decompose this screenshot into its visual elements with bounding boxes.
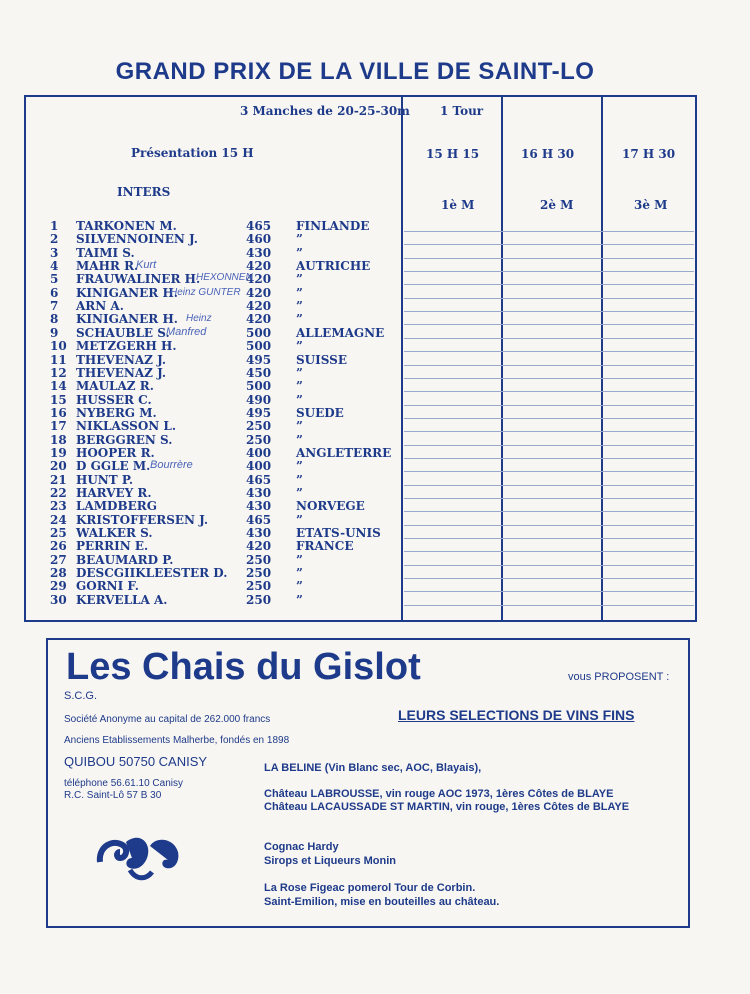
wine-line: Château LACAUSSADE ST MARTIN, vin rouge, 1ères Côtes de BLAYE — [264, 801, 630, 813]
rider-country: ” — [296, 312, 303, 327]
time-3: 17 H 30 — [622, 147, 676, 161]
rider-country: ” — [296, 486, 303, 500]
result-row-line — [404, 551, 694, 552]
rider-number: 16 — [50, 405, 67, 420]
subtitle: 3 Manches de 20-25-30m — [240, 104, 410, 118]
rider-name: HOOPER R. — [76, 445, 155, 460]
rider-number: 17 — [50, 419, 67, 434]
rider-name: BEAUMARD P. — [76, 552, 174, 567]
column-divider-3 — [601, 95, 603, 622]
rider-country: NORVEGE — [296, 499, 365, 514]
rider-cc: 495 — [246, 405, 272, 420]
rider-number: 5 — [50, 272, 59, 287]
rider-cc: 250 — [246, 552, 272, 567]
brand-name: Les Chais du Gislot — [66, 646, 421, 688]
rider-name: THEVENAZ J. — [76, 365, 167, 380]
anciens-text: Anciens Etablissements Malherbe, fondés en 1898 — [64, 735, 290, 746]
rider-country: ” — [296, 459, 303, 474]
rider-name: TARKONEN M. — [76, 219, 177, 233]
rider-number: 14 — [50, 379, 67, 394]
handwritten-note: Bourrère — [150, 459, 193, 471]
rider-number: 3 — [50, 245, 59, 260]
rider-name: PERRIN E. — [76, 539, 149, 554]
result-row-line — [404, 298, 694, 299]
rider-country: ” — [296, 339, 303, 354]
manche-3: 3è M — [634, 198, 668, 212]
result-row-line — [404, 418, 694, 419]
rider-cc: 465 — [246, 219, 272, 233]
rider-country: ” — [296, 272, 303, 287]
column-divider-1 — [401, 95, 403, 622]
result-row-line — [404, 258, 694, 259]
rider-number: 2 — [50, 232, 59, 247]
rider-number: 30 — [50, 592, 67, 607]
handwritten-note: Kurt — [136, 259, 157, 271]
result-row-line — [404, 538, 694, 539]
wine-line: La Rose Figeac pomerol Tour de Corbin. — [264, 882, 476, 894]
result-row-line — [404, 511, 694, 512]
rider-number: 15 — [50, 392, 67, 407]
rider-name: KINIGANER H. — [76, 285, 178, 300]
proposent-text: vous PROPOSENT : — [568, 671, 670, 683]
rider-country: ” — [296, 299, 303, 314]
rider-number: 21 — [50, 472, 67, 487]
rider-number: 20 — [50, 459, 67, 474]
rider-country: AUTRICHE — [296, 259, 371, 274]
result-row-line — [404, 311, 694, 312]
rider-cc: 420 — [246, 285, 272, 300]
rider-number: 10 — [50, 339, 67, 354]
wine-line: Cognac Hardy — [264, 841, 339, 853]
rider-number: 12 — [50, 365, 67, 380]
wine-line: LA BELINE (Vin Blanc sec, AOC, Blayais), — [264, 762, 482, 774]
rider-number: 29 — [50, 579, 67, 594]
rider-name: SILVENNOINEN J. — [76, 232, 198, 247]
rider-cc: 430 — [246, 499, 272, 514]
rider-country: FINLANDE — [296, 219, 370, 233]
result-row-line — [404, 591, 694, 592]
result-row-line — [404, 324, 694, 325]
rider-name: HUSSER C. — [76, 392, 152, 407]
rider-name: KRISTOFFERSEN J. — [76, 512, 209, 527]
rider-name: HARVEY R. — [76, 486, 152, 500]
tour-label: 1 Tour — [440, 104, 484, 118]
rider-cc: 460 — [246, 232, 272, 247]
rider-name: METZGERH H. — [76, 339, 177, 354]
rc-text: R.C. Saint-Lô 57 B 30 — [64, 790, 162, 801]
time-1: 15 H 15 — [426, 147, 480, 161]
result-row-line — [404, 405, 694, 406]
rider-number: 22 — [50, 486, 67, 500]
category-label: INTERS — [117, 185, 171, 199]
rider-cc: 420 — [246, 312, 272, 327]
rider-number: 8 — [50, 312, 59, 327]
scg-text: S.C.G. — [64, 690, 98, 702]
result-row-line — [404, 271, 694, 272]
rider-number: 1 — [50, 219, 59, 233]
column-divider-2 — [501, 95, 503, 622]
rider-name: MAULAZ R. — [76, 379, 154, 394]
rider-cc: 420 — [246, 272, 272, 287]
rider-name: DESCGIIKLEESTER D. — [76, 566, 228, 581]
rider-name: NYBERG M. — [76, 405, 157, 420]
rider-cc: 400 — [246, 445, 272, 460]
result-row-line — [404, 378, 694, 379]
rider-number: 28 — [50, 566, 67, 581]
rider-country: SUISSE — [296, 352, 347, 367]
rider-name: MAHR R. — [76, 259, 139, 274]
wine-line: Sirops et Liqueurs Monin — [264, 855, 397, 867]
telephone-text: téléphone 56.61.10 Canisy — [64, 778, 183, 789]
rider-country: SUEDE — [296, 405, 344, 420]
rider-country: ” — [296, 552, 303, 567]
rider-country: ALLEMAGNE — [296, 325, 385, 340]
rider-country: ” — [296, 566, 303, 581]
rider-country: FRANCE — [296, 539, 354, 554]
result-row-line — [404, 485, 694, 486]
rider-name: ARN A. — [76, 299, 124, 314]
rider-country: ” — [296, 419, 303, 434]
rider-cc: 500 — [246, 379, 272, 394]
result-row-line — [404, 605, 694, 606]
result-row-line — [404, 565, 694, 566]
rider-cc: 430 — [246, 526, 272, 541]
result-row-line — [404, 391, 694, 392]
rider-cc: 250 — [246, 579, 272, 594]
time-2: 16 H 30 — [521, 147, 575, 161]
result-row-line — [404, 498, 694, 499]
rider-cc: 500 — [246, 339, 272, 354]
result-row-line — [404, 525, 694, 526]
rider-cc: 250 — [246, 419, 272, 434]
rider-number: 24 — [50, 512, 67, 527]
rider-cc: 250 — [246, 592, 272, 607]
result-row-line — [404, 351, 694, 352]
rider-name: NIKLASSON L. — [76, 419, 177, 434]
rider-name: KINIGANER H. — [76, 312, 178, 327]
rider-country: ANGLETERRE — [296, 445, 392, 460]
rider-number: 19 — [50, 445, 67, 460]
rider-number: 6 — [50, 285, 59, 300]
manche-1: 1è M — [441, 198, 475, 212]
rider-country: ” — [296, 579, 303, 594]
result-row-line — [404, 458, 694, 459]
rider-name: D GGLE M. — [76, 459, 151, 474]
rider-name: THEVENAZ J. — [76, 352, 167, 367]
address-text: QUIBOU 50750 CANISY — [64, 754, 208, 769]
result-row-line — [404, 231, 694, 232]
rider-number: 18 — [50, 432, 67, 447]
rider-country: ” — [296, 232, 303, 247]
rider-cc: 420 — [246, 539, 272, 554]
result-row-line — [404, 338, 694, 339]
rider-country: ” — [296, 365, 303, 380]
rider-number: 11 — [50, 352, 67, 367]
rider-cc: 490 — [246, 392, 272, 407]
manche-2: 2è M — [540, 198, 574, 212]
societe-text: Société Anonyme au capital de 262.000 francs — [64, 714, 271, 725]
rider-country: ” — [296, 432, 303, 447]
rider-cc: 465 — [246, 512, 272, 527]
result-row-line — [404, 471, 694, 472]
rider-name: TAIMI S. — [76, 245, 135, 260]
handwritten-note: Manfred — [166, 326, 207, 338]
rider-number: 23 — [50, 499, 67, 514]
rider-country: ” — [296, 285, 303, 300]
presentation-label: Présentation 15 H — [131, 146, 254, 160]
rider-cc: 430 — [246, 245, 272, 260]
rider-name: HUNT P. — [76, 472, 134, 487]
rider-cc: 430 — [246, 486, 272, 500]
rider-name: FRAUWALINER H. — [76, 272, 201, 287]
page-title: GRAND PRIX DE LA VILLE DE SAINT-LO — [115, 58, 595, 85]
rider-cc: 400 — [246, 459, 272, 474]
rider-cc: 465 — [246, 472, 272, 487]
handwritten-note: Heinz — [186, 313, 212, 324]
rider-name: GORNI F. — [76, 579, 139, 594]
result-row-line — [404, 578, 694, 579]
rider-name: WALKER S. — [76, 526, 153, 541]
rider-cc: 250 — [246, 432, 272, 447]
rider-name: BERGGREN S. — [76, 432, 173, 447]
rider-name: KERVELLA A. — [76, 592, 168, 607]
rider-cc: 450 — [246, 365, 272, 380]
rider-cc: 420 — [246, 299, 272, 314]
rider-country: ” — [296, 592, 303, 607]
logo-icon — [96, 832, 182, 884]
rider-cc: 420 — [246, 259, 272, 274]
rider-country: ETATS-UNIS — [296, 526, 381, 541]
wine-line: Château LABROUSSE, vin rouge AOC 1973, 1ères Côtes de BLAYE — [264, 788, 614, 800]
rider-name: LAMDBERG — [76, 499, 157, 514]
rider-number: 9 — [50, 325, 59, 340]
rider-cc: 500 — [246, 325, 272, 340]
rider-name: SCHAUBLE S. — [76, 325, 170, 340]
result-row-line — [404, 445, 694, 446]
rider-country: ” — [296, 392, 303, 407]
rider-country: ” — [296, 512, 303, 527]
result-row-line — [404, 284, 694, 285]
result-row-line — [404, 365, 694, 366]
rider-country: ” — [296, 245, 303, 260]
handwritten-note: Heinz GUNTER — [170, 287, 241, 298]
rider-cc: 250 — [246, 566, 272, 581]
rider-country: ” — [296, 472, 303, 487]
handwritten-note: HEXONNEN — [196, 272, 253, 283]
rider-number: 26 — [50, 539, 67, 554]
rider-number: 25 — [50, 526, 67, 541]
rider-number: 7 — [50, 299, 59, 314]
rider-country: ” — [296, 379, 303, 394]
rider-cc: 495 — [246, 352, 272, 367]
rider-number: 4 — [50, 259, 59, 274]
wine-line: Saint-Emilion, mise en bouteilles au château. — [264, 896, 500, 908]
result-row-line — [404, 431, 694, 432]
selections-heading: LEURS SELECTIONS DE VINS FINS — [398, 707, 635, 723]
rider-number: 27 — [50, 552, 67, 567]
result-row-line — [404, 244, 694, 245]
